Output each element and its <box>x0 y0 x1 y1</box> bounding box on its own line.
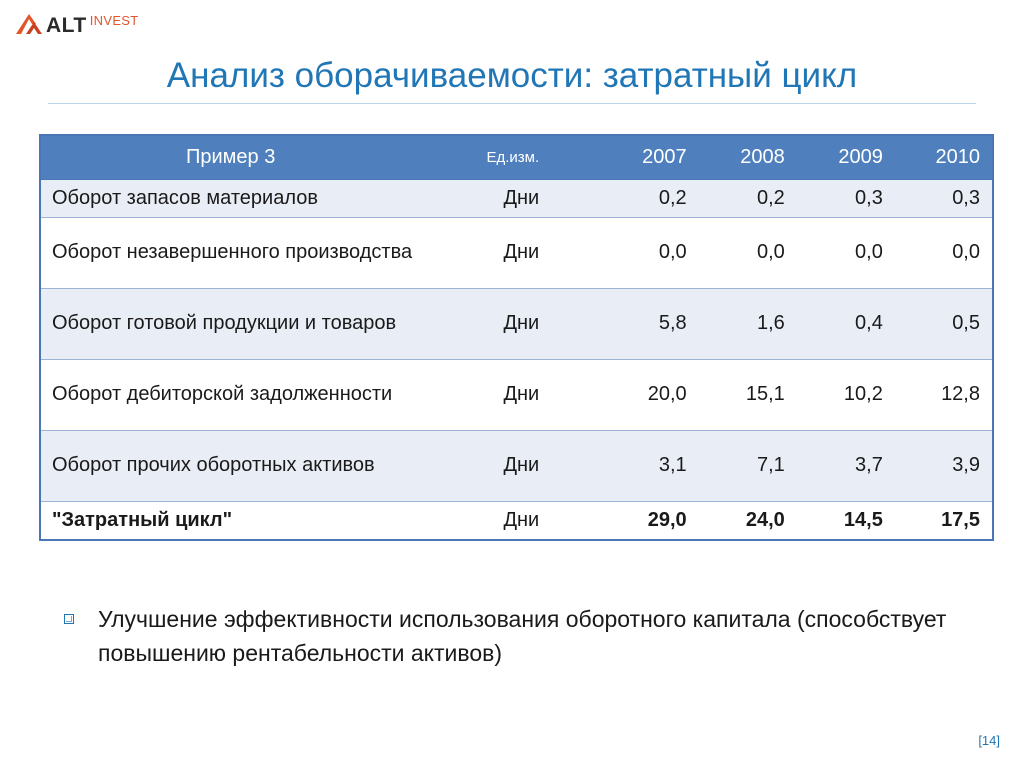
table-total-row <box>40 501 993 540</box>
row-value-2009: 3,7 <box>797 430 895 501</box>
row-value-2010: 12,8 <box>895 359 993 430</box>
header-year-2007: 2007 <box>601 135 699 179</box>
header-year-2010: 2010 <box>895 135 993 179</box>
alt-invest-logo <box>14 8 139 38</box>
row-value-2010: 3,9 <box>895 430 993 501</box>
total-value-2007: 29,0 <box>601 501 699 540</box>
row-value-2008: 15,1 <box>699 359 797 430</box>
row-unit: Дни <box>480 430 600 501</box>
row-value-2009: 0,4 <box>797 288 895 359</box>
header-year-2009: 2009 <box>797 135 895 179</box>
row-value-2010: 0,5 <box>895 288 993 359</box>
row-value-2009: 0,3 <box>797 179 895 217</box>
bullet-text: Улучшение эффективности использования оборотного капитала (способствует повышению рентабельности активов) <box>98 606 947 666</box>
row-value-2009: 0,0 <box>797 217 895 288</box>
row-label: Оборот прочих оборотных активов <box>40 430 480 501</box>
table-row <box>40 359 993 430</box>
row-unit: Дни <box>480 501 600 540</box>
page-title: Анализ оборачиваемости: затратный цикл <box>166 56 858 95</box>
title-divider <box>48 103 976 104</box>
row-value-2008: 0,0 <box>699 217 797 288</box>
row-value-2007: 5,8 <box>601 288 699 359</box>
row-unit: Дни <box>480 217 600 288</box>
row-value-2007: 20,0 <box>601 359 699 430</box>
table-row <box>40 217 993 288</box>
total-value-2010: 17,5 <box>895 501 993 540</box>
row-label: Оборот готовой продукции и товаров <box>40 288 480 359</box>
square-bullet-icon <box>64 614 74 624</box>
page-number: [14] <box>978 733 1000 748</box>
logo-mark-icon <box>14 10 44 36</box>
total-value-2008: 24,0 <box>699 501 797 540</box>
header-example: Пример 3 <box>40 135 480 179</box>
row-value-2009: 10,2 <box>797 359 895 430</box>
row-value-2010: 0,0 <box>895 217 993 288</box>
turnover-table <box>39 134 994 541</box>
row-value-2008: 1,6 <box>699 288 797 359</box>
row-value-2007: 3,1 <box>601 430 699 501</box>
table-header-row <box>40 135 993 179</box>
row-value-2008: 0,2 <box>699 179 797 217</box>
total-value-2009: 14,5 <box>797 501 895 540</box>
table-row <box>40 288 993 359</box>
header-unit: Ед.изм. <box>480 135 600 179</box>
header-year-2008: 2008 <box>699 135 797 179</box>
row-value-2008: 7,1 <box>699 430 797 501</box>
table-row <box>40 430 993 501</box>
row-label: Оборот запасов материалов <box>40 179 480 217</box>
row-label: Оборот незавершенного производства <box>40 217 480 288</box>
row-label: Оборот дебиторской задолженности <box>40 359 480 430</box>
bullet-point <box>64 602 984 670</box>
row-value-2007: 0,2 <box>601 179 699 217</box>
row-value-2007: 0,0 <box>601 217 699 288</box>
row-value-2010: 0,3 <box>895 179 993 217</box>
total-row-label: "Затратный цикл" <box>40 501 480 540</box>
row-unit: Дни <box>480 288 600 359</box>
row-unit: Дни <box>480 359 600 430</box>
table-row <box>40 179 993 217</box>
logo-invest-text: INVEST <box>89 12 139 28</box>
row-unit: Дни <box>480 179 600 217</box>
logo-alt-text: ALT <box>46 14 87 37</box>
